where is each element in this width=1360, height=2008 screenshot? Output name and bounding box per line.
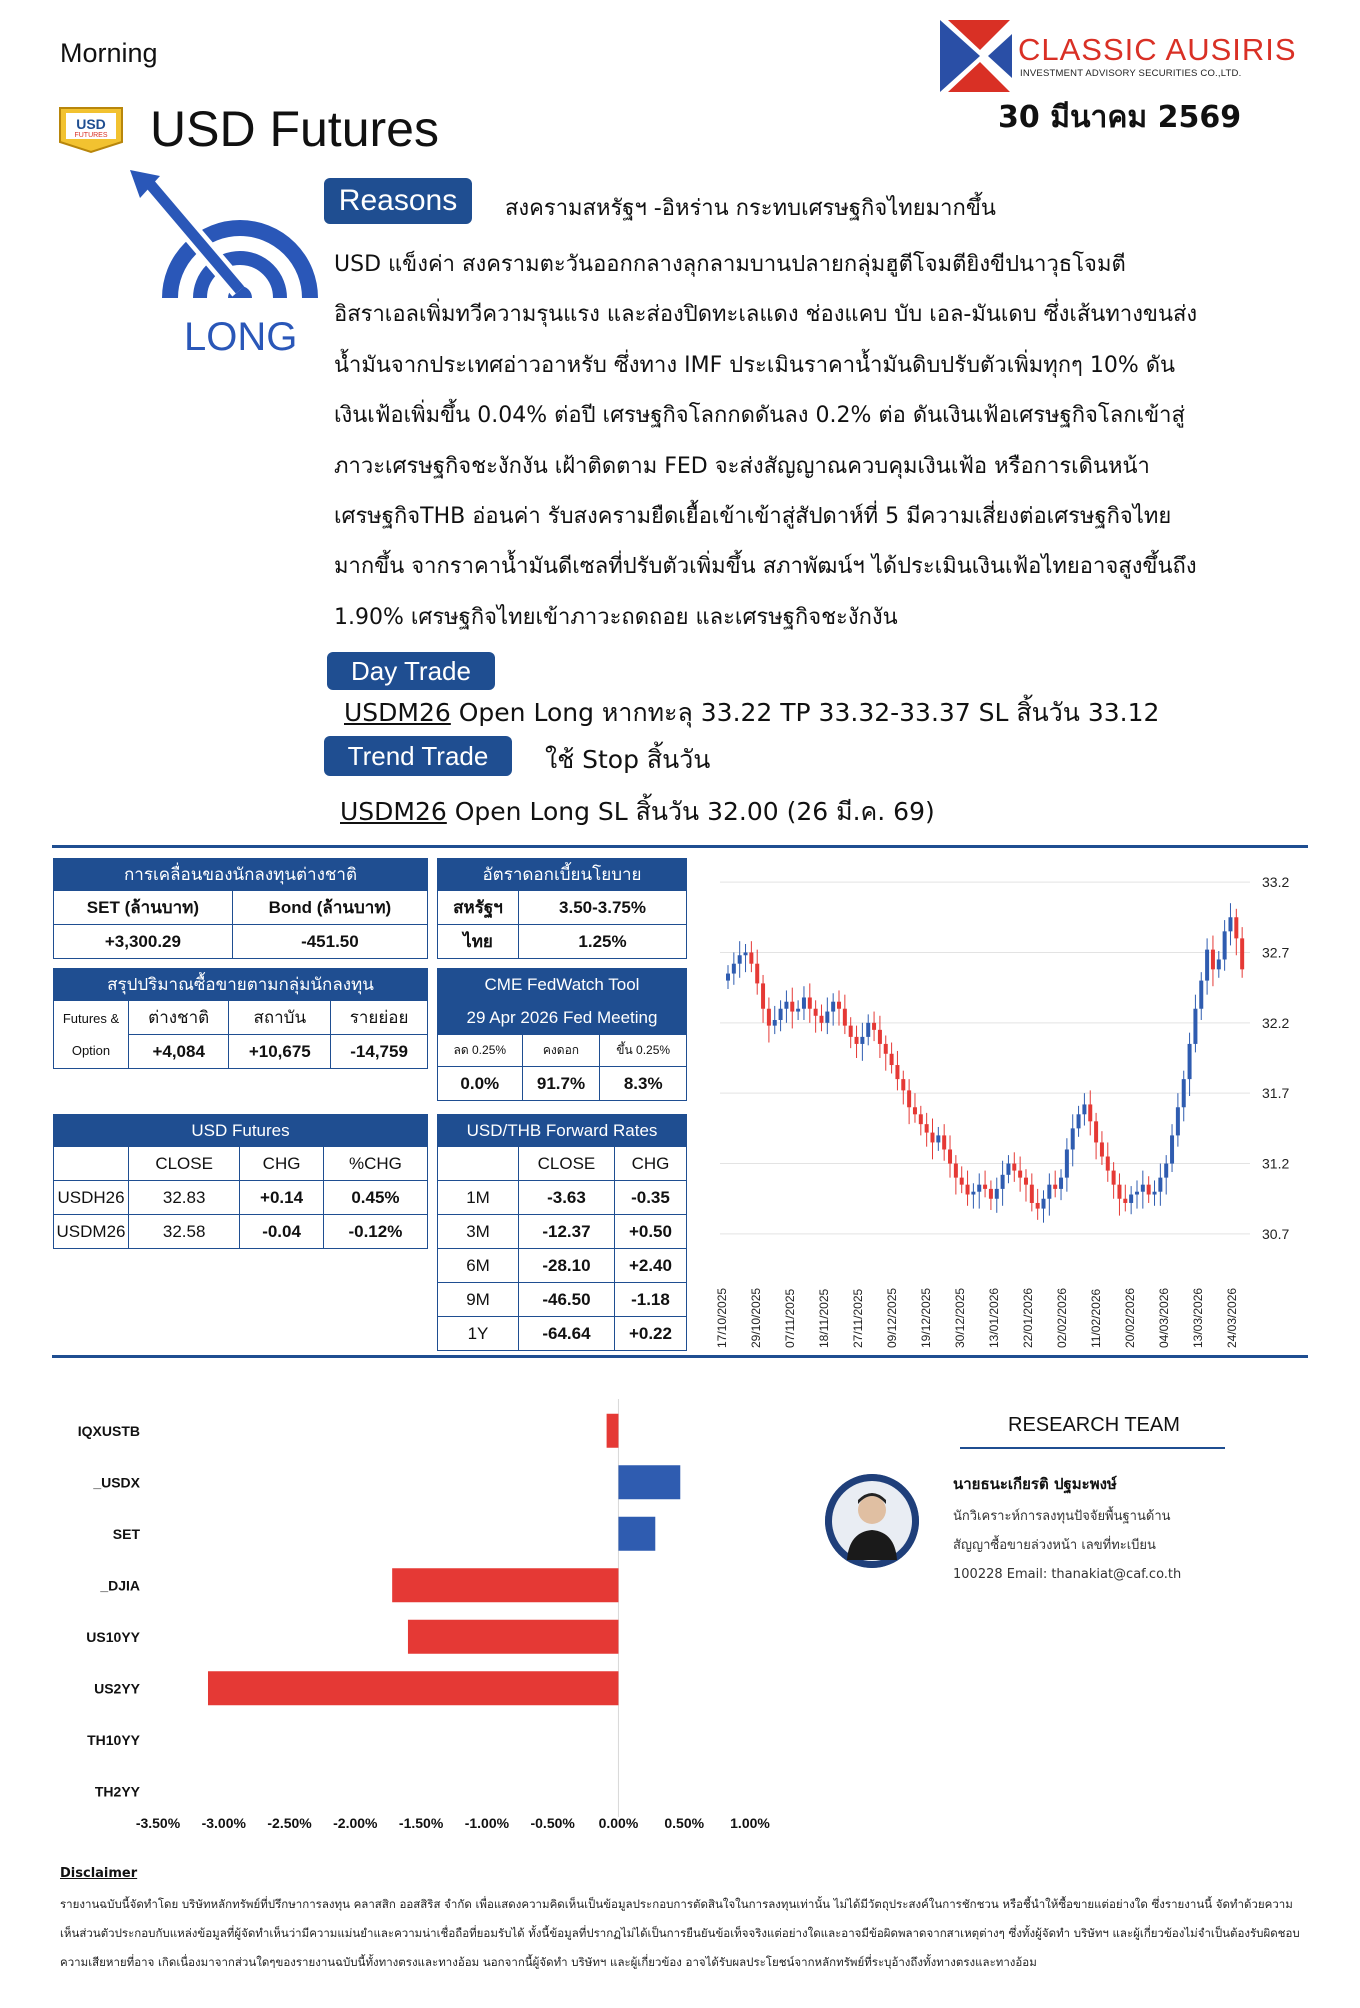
candle <box>983 1185 987 1189</box>
analyst-name: นายธนะเกียรติ ปฐมะพงษ์ <box>953 1475 1117 1493</box>
cell-value: -3.63 <box>519 1181 615 1215</box>
section-divider <box>52 845 1308 848</box>
candle <box>1030 1185 1034 1203</box>
candle <box>761 983 765 1008</box>
candle <box>913 1107 917 1114</box>
candle <box>1042 1199 1046 1209</box>
col-header: ลด 0.25% <box>438 1035 523 1067</box>
candle <box>1147 1185 1151 1195</box>
cell-value: 0.45% <box>323 1181 427 1215</box>
candle <box>1012 1164 1016 1171</box>
candle <box>1001 1175 1005 1189</box>
candle <box>1129 1195 1133 1203</box>
candle <box>1088 1104 1092 1121</box>
bar-category-label: _DJIA <box>100 1577 140 1594</box>
reasons-line: อิสราเอลเพิ่มทวีความรุนแรง และส่องปิดทะเลแดง ช่องแคบ บับ เอล-มันเดบ ซึ่งเส้นทางขนส่ง <box>334 302 1198 328</box>
x-tick-label: -0.50% <box>530 1815 575 1831</box>
candle <box>773 1020 777 1026</box>
trend-trade-plan <box>340 792 935 832</box>
col-header: CHG <box>240 1147 324 1181</box>
cell-value: +2.40 <box>614 1249 686 1283</box>
row-label: 1Y <box>438 1317 519 1351</box>
row-label: 1M <box>438 1181 519 1215</box>
x-tick-label: 19/12/2025 <box>919 1287 933 1348</box>
cell-value: -64.64 <box>519 1317 615 1351</box>
candle <box>971 1192 975 1195</box>
candle <box>1211 950 1215 970</box>
candle <box>878 1030 882 1044</box>
row-label: สหรัฐฯ <box>438 891 519 925</box>
x-tick-label: -1.50% <box>398 1815 444 1831</box>
target-arrow-icon <box>130 170 320 300</box>
x-tick-label: 0.00% <box>598 1815 639 1831</box>
candle <box>1053 1185 1057 1189</box>
candle <box>767 1009 771 1026</box>
candle <box>1059 1178 1063 1189</box>
col-header: Bond (ล้านบาท) <box>232 891 427 925</box>
bar-category-label: TH10YY <box>87 1731 140 1748</box>
analyst-details <box>953 1502 1223 1589</box>
row-label <box>54 1001 129 1069</box>
cell-value: 1.25% <box>519 925 687 959</box>
candle <box>1123 1199 1127 1203</box>
candle <box>825 1012 829 1023</box>
day-trade-label: Day Trade <box>327 652 495 690</box>
cell-value: +0.14 <box>240 1181 324 1215</box>
day-trade-text: Open Long หากทะลุ 33.22 TP 33.32-33.37 SL สิ้นวัน 33.12 <box>450 698 1160 727</box>
candle <box>790 1002 794 1012</box>
candle <box>901 1079 905 1090</box>
candle <box>1182 1079 1186 1107</box>
analyst-role: นักวิเคราะห์การลงทุนปัจจัยพื้นฐานด้าน <box>953 1509 1171 1524</box>
candle <box>1199 981 1203 1009</box>
bar <box>208 1671 618 1705</box>
x-tick-label: -2.00% <box>333 1815 378 1831</box>
cell-value: 91.7% <box>522 1067 600 1101</box>
x-tick-label: 17/10/2025 <box>715 1287 729 1348</box>
forward-rates-title: USD/THB Forward Rates <box>438 1115 687 1147</box>
candle <box>819 1016 823 1023</box>
candle <box>1135 1192 1139 1195</box>
disclaimer-title: Disclaimer <box>60 1866 138 1881</box>
candle <box>977 1185 981 1192</box>
market-change-bar-chart <box>60 1385 800 1835</box>
candle <box>890 1054 894 1065</box>
reasons-line: เงินเฟ้อเพิ่มขึ้น 0.04% ต่อปี เศรษฐกิจโลกกดดันลง 0.2% ต่อ ดันเงินเฟ้อเศรษฐกิจโลกเข้าสู่ <box>334 403 1185 429</box>
candle <box>1006 1164 1010 1175</box>
candle <box>925 1124 929 1132</box>
x-tick-label: 02/02/2026 <box>1055 1287 1069 1348</box>
y-tick-label: 30.7 <box>1262 1225 1290 1242</box>
x-tick-label: 18/11/2025 <box>817 1288 831 1348</box>
candle <box>1082 1104 1086 1114</box>
cell-value: -0.35 <box>614 1181 686 1215</box>
reasons-line: ภาวะเศรษฐกิจชะงักงัน เฝ้าติดตาม FED จะส่งสัญญาณควบคุมเงินเฟ้อ หรือการเดินหน้า <box>334 453 1150 479</box>
candle <box>837 1002 841 1009</box>
candle <box>1164 1164 1168 1178</box>
candle <box>907 1090 911 1107</box>
col-header: %CHG <box>323 1147 427 1181</box>
col-header: ต่างชาติ <box>129 1001 229 1035</box>
candle <box>884 1044 888 1054</box>
cell-value: 32.58 <box>129 1215 240 1249</box>
candle <box>1234 917 1238 938</box>
col-header: CLOSE <box>519 1147 615 1181</box>
candle <box>1036 1203 1040 1209</box>
candle <box>948 1149 952 1163</box>
candle <box>960 1178 964 1185</box>
x-tick-label: 13/03/2026 <box>1191 1287 1205 1348</box>
y-tick-label: 33.2 <box>1262 874 1290 891</box>
row-label: USDH26 <box>54 1181 129 1215</box>
reasons-headline: สงครามสหรัฐฯ -อิหร่าน กระทบเศรษฐกิจไทยมากขึ้น <box>505 196 996 221</box>
candle <box>1094 1121 1098 1142</box>
candle <box>919 1114 923 1124</box>
cell-value: +10,675 <box>229 1035 331 1069</box>
bar <box>392 1568 618 1602</box>
x-tick-label: 11/02/2026 <box>1089 1288 1103 1348</box>
x-tick-label: 22/01/2026 <box>1021 1287 1035 1348</box>
col-header: สถาบัน <box>229 1001 331 1035</box>
bar-category-label: US2YY <box>94 1680 140 1697</box>
candle <box>1193 1009 1197 1044</box>
bar <box>618 1517 655 1551</box>
x-tick-label: 27/11/2025 <box>851 1288 865 1348</box>
candle <box>1141 1185 1145 1192</box>
x-tick-label: 29/10/2025 <box>749 1287 763 1348</box>
y-tick-label: 31.7 <box>1262 1085 1290 1102</box>
day-trade-symbol: USDM26 <box>344 698 451 727</box>
col-header-blank <box>54 1147 129 1181</box>
reasons-line: มากขึ้น จากราคาน้ำมันดีเซลที่ปรับตัวเพิ่มขึ้น สภาพัฒน์ฯ ได้ประเมินเงินเฟ้อไทยอาจสูงขึ้นถึง <box>334 554 1197 580</box>
x-tick-label: 09/12/2025 <box>885 1287 899 1348</box>
col-header: CLOSE <box>129 1147 240 1181</box>
company-subtitle: INVESTMENT ADVISORY SECURITIES CO.,LTD. <box>1020 68 1242 79</box>
candle <box>966 1185 970 1195</box>
cell-value: -1.18 <box>614 1283 686 1317</box>
reasons-body <box>334 240 1304 643</box>
fedwatch-meeting: 29 Apr 2026 Fed Meeting <box>438 1001 687 1035</box>
x-tick-label: 0.50% <box>664 1815 705 1831</box>
x-tick-label: -3.00% <box>201 1815 246 1831</box>
cell-value: +3,300.29 <box>54 925 233 959</box>
cell-value: 3.50-3.75% <box>519 891 687 925</box>
analyst-avatar <box>825 1474 919 1568</box>
candle <box>1223 931 1227 959</box>
bar <box>607 1414 619 1448</box>
candle <box>1158 1178 1162 1192</box>
candle <box>1117 1185 1121 1199</box>
candle <box>1100 1142 1104 1156</box>
candle <box>930 1133 934 1143</box>
x-tick-label: 30/12/2025 <box>953 1287 967 1348</box>
usd-futures-badge-icon <box>56 104 126 154</box>
trend-trade-text: Open Long SL สิ้นวัน 32.00 (26 มี.ค. 69) <box>446 797 935 826</box>
candle <box>936 1135 940 1142</box>
fedwatch-table <box>437 968 687 1101</box>
report-date: 30 มีนาคม 2569 <box>998 100 1242 135</box>
fedwatch-title: CME FedWatch Tool <box>438 969 687 1001</box>
row-label: ไทย <box>438 925 519 959</box>
candle <box>808 997 812 1008</box>
signal-label: LONG <box>184 315 298 359</box>
report-edition: Morning <box>60 38 158 68</box>
candle <box>843 1009 847 1026</box>
analyst-role: สัญญาซื้อขายล่วงหน้า เลขที่ทะเบียน <box>953 1538 1156 1553</box>
candle <box>895 1065 899 1079</box>
reasons-line: 1.90% เศรษฐกิจไทยเข้าภาวะถดถอย และเศรษฐกิจชะงักงัน <box>334 604 898 630</box>
policy-rate-table <box>437 858 687 959</box>
candle <box>849 1026 853 1037</box>
cell-value: +0.50 <box>614 1215 686 1249</box>
candle <box>855 1037 859 1044</box>
trend-trade-side: ใช้ Stop สิ้นวัน <box>545 745 711 774</box>
col-header: SET (ล้านบาท) <box>54 891 233 925</box>
candle <box>726 974 730 981</box>
row-label-line: Futures & <box>62 1010 120 1026</box>
x-tick-label: 1.00% <box>730 1815 770 1831</box>
x-tick-label: 20/02/2026 <box>1123 1287 1137 1348</box>
candle <box>1065 1149 1069 1177</box>
bar-category-label: US10YY <box>86 1628 140 1645</box>
company-name: CLASSIC AUSIRIS <box>1018 32 1297 67</box>
cell-value: -46.50 <box>519 1283 615 1317</box>
cell-value: +0.22 <box>614 1317 686 1351</box>
research-team-title: RESEARCH TEAM <box>1008 1414 1180 1436</box>
cell-value: -451.50 <box>232 925 427 959</box>
col-header: รายย่อย <box>331 1001 428 1035</box>
investor-summary-table <box>53 968 428 1069</box>
foreign-flow-table <box>53 858 428 959</box>
trend-trade-symbol: USDM26 <box>340 797 447 826</box>
usd-futures-price-chart <box>710 858 1310 1358</box>
cell-value: -28.10 <box>519 1249 615 1283</box>
candle <box>1112 1171 1116 1185</box>
cell-value: 8.3% <box>600 1067 687 1101</box>
reasons-line: น้ำมันจากประเทศอ่าวอาหรับ ซึ่งทาง IMF ประเมินราคาน้ำมันดิบปรับตัวเพิ่มทุกๆ 10% ดัน <box>334 352 1176 378</box>
research-underline <box>960 1447 1225 1449</box>
cell-value: -0.04 <box>240 1215 324 1249</box>
x-tick-label: -3.50% <box>135 1815 181 1831</box>
usd-futures-table <box>53 1114 428 1249</box>
section-divider <box>52 1355 1308 1358</box>
candle <box>1153 1192 1157 1195</box>
candle <box>866 1023 870 1037</box>
svg-text:FUTURES: FUTURES <box>74 132 108 139</box>
candle <box>1071 1128 1075 1149</box>
x-tick-label: -2.50% <box>267 1815 312 1831</box>
candle <box>1024 1178 1028 1185</box>
reasons-line: เศรษฐกิจTHB อ่อนค่า รับสงครามยืดเยื้อเข้าเข้าสู่สัปดาห์ที่ 5 มีความเสี่ยงต่อเศรษฐกิจไทย <box>334 504 1172 530</box>
candle <box>784 1002 788 1009</box>
bar <box>408 1620 618 1654</box>
row-label: 9M <box>438 1283 519 1317</box>
policy-rate-title: อัตราดอกเบี้ยนโยบาย <box>438 859 687 891</box>
candle <box>1228 917 1232 931</box>
row-label: 6M <box>438 1249 519 1283</box>
cell-value: -12.37 <box>519 1215 615 1249</box>
investor-summary-title: สรุปปริมาณซื้อขายตามกลุ่มนักลงทุน <box>54 969 428 1001</box>
candle <box>1188 1044 1192 1079</box>
cell-value: -0.12% <box>323 1215 427 1249</box>
y-tick-label: 31.2 <box>1262 1155 1290 1172</box>
candle <box>755 964 759 984</box>
cell-value: -14,759 <box>331 1035 428 1069</box>
col-header-blank <box>438 1147 519 1181</box>
col-header: ขึ้น 0.25% <box>600 1035 687 1067</box>
candle <box>942 1135 946 1149</box>
row-label-line: Option <box>71 1042 111 1058</box>
disclaimer-text: รายงานฉบับนี้จัดทำโดย บริษัทหลักทรัพย์ที่ปรึกษาการลงทุน คลาสสิก ออสสิริส จำกัด เพื่อแสดงความคิดเห็นเป็นข้อมูลประกอบการตัดสินใจในการลงทุนเท่านั้น ไม่ได้มีวัตถุประสงค์ในการชักชวน หรือชี้นำให้ซื้อขายแต่อย่างใด ซึ่งรายงานนี้ จัดทำด้วยความเห็นส่วนตัวประกอบกับแหล่งข้อมูลที่ผู้จัดทำเห็นว่ามีความแม่นยำและความน่าเชื่อถือที่ยอมรับได้ ทั้งนี้ข้อมูลที่ปรากฏไม่ได้เป็นการยืนยันข้อเท็จจริงแต่อย่างใดและอาจมีข้อผิดพลาดจากสาเหตุต่างๆ ซึ่งทั้งผู้จัดทำ บริษัทฯ และผู้เกี่ยวข้องไม่จำเป็นต้องรับผิดชอบความเสียหายที่อาจ เกิดเนื่องมาจากส่วนใดๆของรายงานฉบับนี้ทั้งทางตรงและทางอ้อม นอกจากนี้ผู้จัดทำ บริษัทฯ และผู้เกี่ยวข้อง อาจได้รับผลประโยชน์จากหลักทรัพย์ที่ระบุอ้างถึงทั้งทางตรงและทางอ้อม <box>60 1897 1300 1969</box>
candle <box>814 1009 818 1016</box>
day-trade-plan <box>344 693 1159 733</box>
candle <box>1170 1135 1174 1163</box>
candle <box>954 1164 958 1178</box>
usd-futures-title: USD Futures <box>54 1115 428 1147</box>
x-tick-label: 13/01/2026 <box>987 1287 1001 1348</box>
candle <box>989 1189 993 1199</box>
company-logo-icon <box>940 20 1030 92</box>
reasons-label: Reasons <box>324 178 472 224</box>
candle <box>1018 1171 1022 1178</box>
candle <box>860 1037 864 1044</box>
candle <box>796 1009 800 1012</box>
bar-category-label: _USDX <box>93 1474 140 1491</box>
x-tick-label: 04/03/2026 <box>1157 1287 1171 1348</box>
row-label: 3M <box>438 1215 519 1249</box>
bar-category-label: TH2YY <box>94 1783 140 1800</box>
candle <box>738 955 742 963</box>
svg-text:USD: USD <box>76 116 106 132</box>
candle <box>995 1189 999 1199</box>
candle <box>732 964 736 974</box>
candle <box>744 952 748 955</box>
forward-rates-table <box>437 1114 687 1351</box>
candle <box>1240 938 1244 969</box>
x-tick-label: 07/11/2025 <box>783 1288 797 1348</box>
trend-trade-label: Trend Trade <box>324 736 512 776</box>
cell-value: 0.0% <box>438 1067 523 1101</box>
candle <box>1047 1185 1051 1199</box>
candle <box>872 1023 876 1030</box>
candle <box>1217 959 1221 969</box>
y-tick-label: 32.2 <box>1262 1014 1290 1031</box>
candle <box>1077 1114 1081 1128</box>
bar <box>618 1465 680 1499</box>
candle <box>802 997 806 1008</box>
page-title: USD Futures <box>150 101 439 157</box>
reasons-line: USD แข็งค่า สงครามตะวันออกกลางลุกลามบานปลายกลุ่มฮูตีโจมตียิงขีปนาวุธโจมตี <box>334 252 1126 277</box>
col-header: CHG <box>614 1147 686 1181</box>
x-tick-label: 24/03/2026 <box>1225 1287 1239 1348</box>
analyst-contact: 100228 Email: thanakiat@caf.co.th <box>953 1567 1182 1582</box>
foreign-flow-title: การเคลื่อนของนักลงทุนต่างชาติ <box>54 859 428 891</box>
candle <box>749 952 753 963</box>
candle <box>779 1009 783 1020</box>
col-header: คงดอก <box>522 1035 600 1067</box>
candle <box>1106 1157 1110 1171</box>
cell-value: 32.83 <box>129 1181 240 1215</box>
cell-value: +4,084 <box>129 1035 229 1069</box>
candle <box>1205 950 1209 981</box>
y-tick-label: 32.7 <box>1262 944 1290 961</box>
candle <box>831 1002 835 1012</box>
bar-category-label: SET <box>112 1525 140 1542</box>
x-tick-label: -1.00% <box>464 1815 510 1831</box>
candle <box>1176 1107 1180 1135</box>
row-label: USDM26 <box>54 1215 129 1249</box>
bar-category-label: IQXUSTB <box>77 1422 140 1439</box>
